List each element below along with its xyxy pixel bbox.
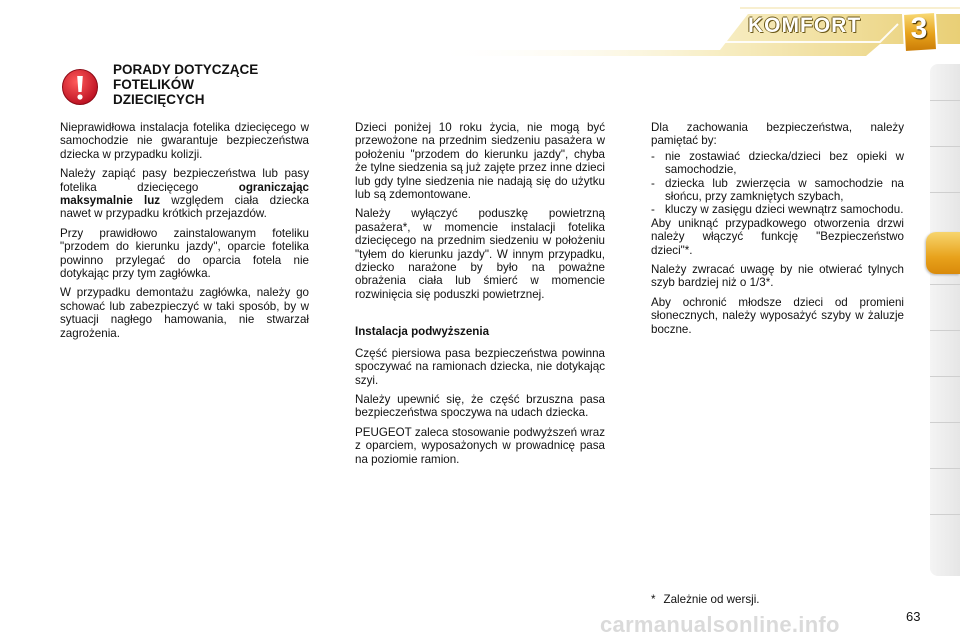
- paragraph: Aby ochronić młodsze dzieci od promieni słonecznych, należy wyposażyć szyby w żaluzje boczne.: [651, 295, 904, 336]
- footnote-text: Zależnie od wersji.: [663, 593, 760, 606]
- chapter-tab[interactable]: [930, 330, 960, 377]
- paragraph: Należy wyłączyć poduszkę powietrzną pasażera*, w momencie instalacji fotelika dziecięcego na przednim siedzeniu w położeniu "tyłem do kierunku jazdy". W innym przypadku, dziecko narażone by było na poważne obrażenia ciała lub śmierć w momencie rozwinięcia się poduszki powietrznej.: [355, 207, 605, 301]
- paragraph-text: względem ciała dziecka nawet w przypadku krótkich przejazdów.: [60, 194, 309, 221]
- list-item: - nie zostawiać dziecka/dzieci bez opieki w samochodzie,: [651, 150, 904, 177]
- chapter-tab[interactable]: [930, 514, 960, 561]
- chapter-tab[interactable]: [930, 468, 960, 515]
- chapter-tab[interactable]: [930, 284, 960, 331]
- paragraph: Należy zwracać uwagę by nie otwierać tylnych szyb bardziej niż o 1/3*.: [651, 263, 904, 290]
- chapter-title: KOMFORT: [748, 14, 862, 37]
- subheading: Instalacja podwyższenia: [355, 325, 490, 339]
- paragraph: Aby uniknąć przypadkowego otworzenia drzwi należy włączyć funkcję "Bezpieczeństwo dzieci"*.: [651, 216, 904, 257]
- paragraph: Przy prawidłowo zainstalowanym foteliku "przodem do kierunku jazdy", oparcie fotelika powinno przylegać do oparcia fotela nie dotykając przy tym zagłówka.: [60, 226, 309, 281]
- list-item: - kluczy w zasięgu dzieci wewnątrz samochodu.: [651, 203, 904, 216]
- text-column-2: [355, 121, 605, 472]
- section-title-line: FOTELIKÓW: [113, 77, 194, 92]
- chapter-tab-active[interactable]: [926, 232, 960, 274]
- paragraph: Dzieci poniżej 10 roku życia, nie mogą być przewożone na przednim siedzeniu pasażera w położeniu "przodem do kierunku jazdy", chyba że tylne siedzenia są już zajęte przez inne dzieci lub gdy tylne siedzenia nie nadają się do użytku lub są zdemontowane.: [355, 121, 605, 202]
- emphasis-text: ograniczając maksymalnie luz: [60, 180, 309, 208]
- section-title: [113, 62, 323, 107]
- text-column-1: [60, 121, 309, 346]
- paragraph: PEUGEOT zaleca stosowanie podwyższeń wraz z oparciem, wyposażonych w prowadnicę pasa na poziomie ramion.: [355, 425, 605, 466]
- footnote: [651, 593, 760, 606]
- paragraph: Dla zachowania bezpieczeństwa, należy pamiętać by:: [651, 121, 904, 148]
- paragraph-text: Należy zapiąć pasy bezpieczeństwa lub pasy fotelika dziecięcego: [60, 167, 309, 194]
- paragraph: W przypadku demontażu zagłówka, należy go schować lub zabezpieczyć w taki sposób, by w sytuacji nagłego hamowania, nie stwarzał zagrożenia.: [60, 286, 309, 340]
- list-item: - dziecka lub zwierzęcia w samochodzie na słońcu, przy zamkniętych szybach,: [651, 177, 904, 204]
- watermark: carmanualsonline.info: [600, 612, 840, 637]
- paragraph: Należy upewnić się, że część brzuszna pasa bezpieczeństwa spoczywa na udach dziecka.: [355, 392, 605, 420]
- paragraph: [60, 167, 309, 221]
- exclamation-icon: [61, 68, 99, 106]
- chapter-tab[interactable]: [930, 100, 960, 147]
- text-column-3: [651, 121, 904, 342]
- page-number: 63: [906, 609, 921, 624]
- section-title-line: DZIECIĘCYCH: [113, 92, 205, 107]
- chapter-tab[interactable]: [930, 376, 960, 423]
- chapter-number: 3: [910, 12, 928, 45]
- paragraph: Nieprawidłowa instalacja fotelika dziecięcego w samochodzie nie gwarantuje bezpieczeństwa dziecka w przypadku kolizji.: [60, 121, 309, 161]
- safety-list: [651, 150, 904, 217]
- chapter-tab[interactable]: [930, 422, 960, 469]
- chapter-tab-rail: [926, 64, 960, 576]
- paragraph: Część piersiowa pasa bezpieczeństwa powinna spoczywać na ramionach dziecka, nie dotykając szyi.: [355, 346, 605, 387]
- chapter-tab[interactable]: [930, 146, 960, 193]
- section-title-line: PORADY DOTYCZĄCE: [113, 62, 259, 77]
- footnote-mark: *: [651, 593, 656, 606]
